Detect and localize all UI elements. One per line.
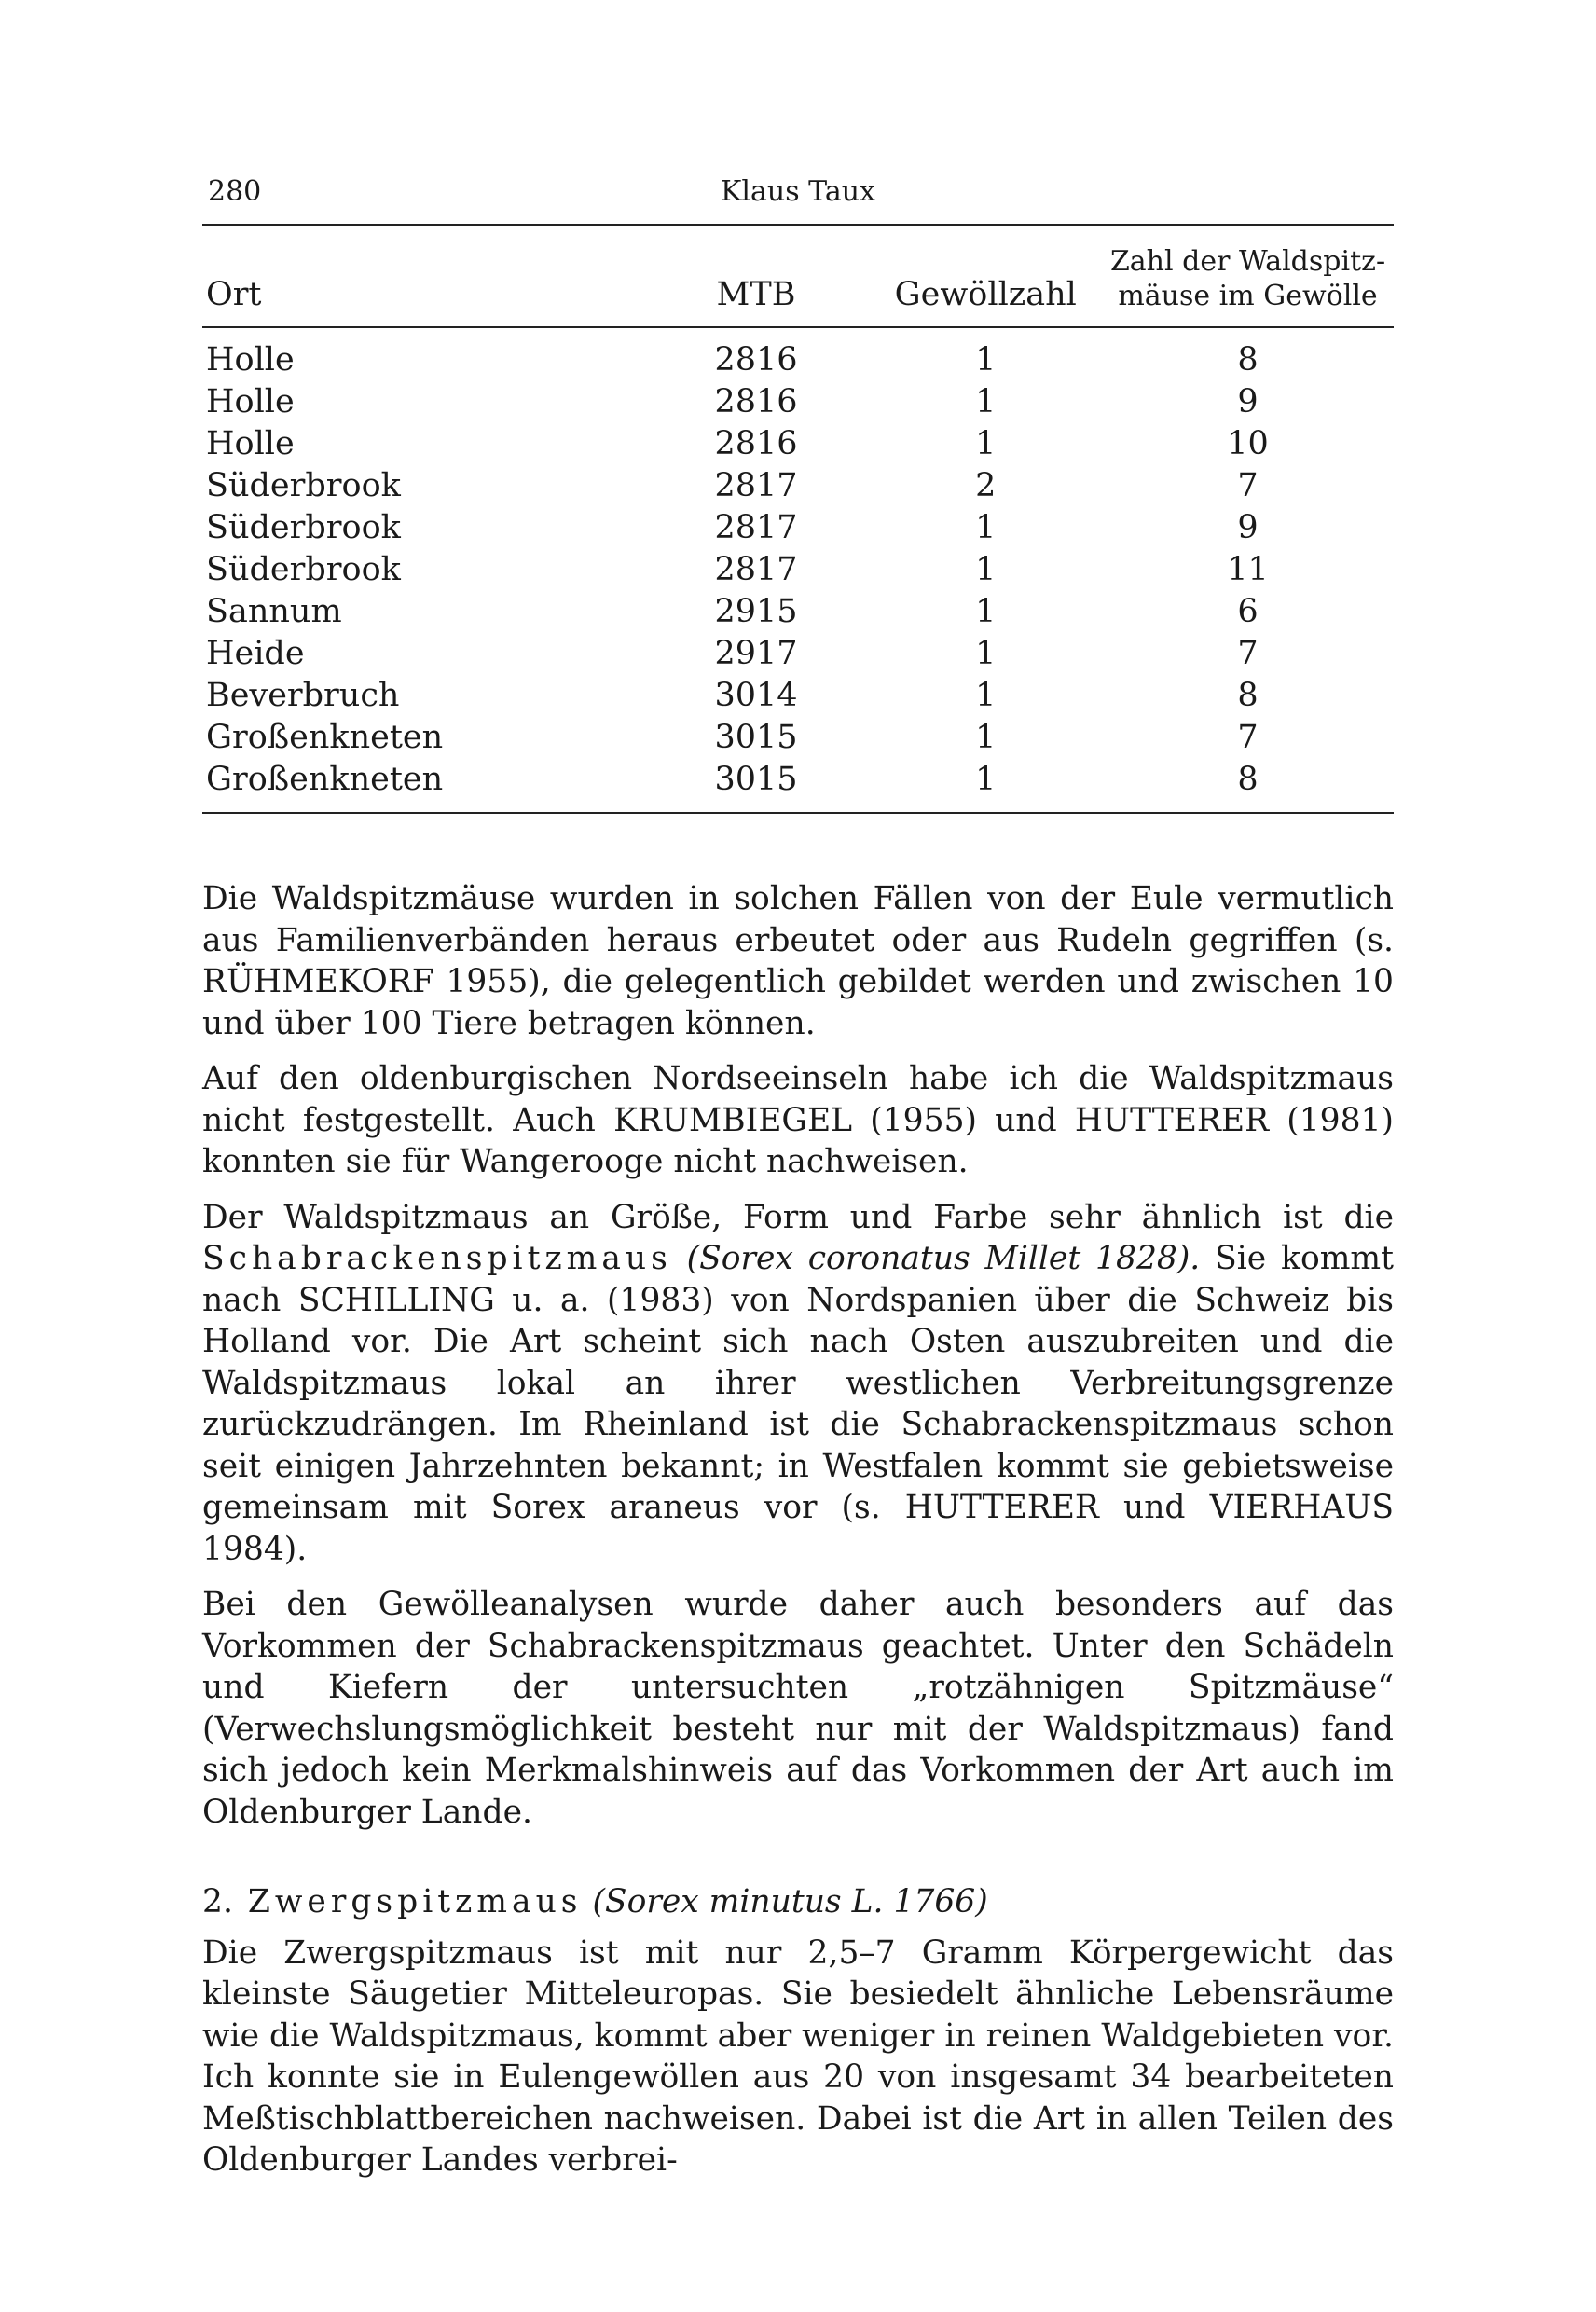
table-row — [202, 759, 1394, 813]
cell-ort: Süderbrook — [206, 509, 401, 546]
cell-gewoellzahl: 1 — [869, 759, 1102, 813]
cell-gewoellzahl: 1 — [975, 425, 997, 462]
table-row — [202, 633, 1394, 675]
section-number: 2. — [202, 1883, 233, 1920]
cell-zahl: 6 — [1237, 593, 1259, 630]
cell-gewoellzahl: 1 — [975, 383, 997, 420]
cell-mtb: 2817 — [714, 467, 798, 504]
cell-gewoellzahl: 1 — [975, 635, 997, 672]
paragraph: Auf den oldenburgischen Nordseeinseln habe ich die Waldspitzmaus nicht festgestellt. Auch KRUMBIEGEL (1955) und HUTTERER (1981) konnten sie für Wangerooge nicht nachweisen. — [202, 1060, 1394, 1180]
running-title-author: Klaus Taux — [721, 175, 875, 208]
paragraph: Die Zwergspitzmaus ist mit nur 2,5–7 Gramm Körpergewicht das kleinste Säugetier Mitteleuropas. Sie besiedelt ähnliche Lebensräume wie die Waldspitzmaus, kommt aber weniger in reinen Waldgebieten vor. Ich konnte sie in Eulengewöllen aus 20 von insgesamt 34 bearbeiteten Meßtischblattbereichen nachweisen. Dabei ist die Art in allen Teilen des Oldenburger Landes verbrei- — [202, 1934, 1394, 2179]
paragraph: Die Waldspitzmäuse wurden in solchen Fällen von der Eule vermutlich aus Familienverbänden heraus erbeutet oder aus Rudeln gegriffen (s. RÜHMEKORF 1955), die gelegentlich gebildet werden und zwischen 10 und über 100 Tiere betragen können. — [202, 880, 1394, 1042]
table-row — [202, 591, 1394, 633]
table-row — [202, 549, 1394, 591]
shrew-pellet-table — [202, 244, 1394, 814]
species-name-spaced: Schabrackenspitzmaus — [202, 1240, 672, 1277]
cell-mtb: 2917 — [714, 635, 798, 672]
page-number: 280 — [208, 175, 262, 208]
cell-zahl: 7 — [1237, 467, 1259, 504]
cell-ort: Süderbrook — [206, 551, 401, 588]
cell-mtb: 2817 — [714, 551, 798, 588]
cell-ort: Holle — [206, 341, 295, 378]
cell-ort: Großenkneten — [202, 759, 643, 813]
table-row — [202, 381, 1394, 423]
cell-gewoellzahl: 1 — [975, 509, 997, 546]
table-row — [202, 675, 1394, 717]
cell-mtb: 2915 — [714, 593, 798, 630]
table-body — [202, 327, 1394, 813]
section-title-latin: (Sorex minutus L. 1766) — [592, 1883, 988, 1920]
cell-mtb: 2817 — [714, 509, 798, 546]
cell-zahl: 7 — [1237, 719, 1259, 756]
section-heading — [202, 1881, 1394, 1923]
cell-ort: Holle — [206, 383, 295, 420]
cell-gewoellzahl: 1 — [975, 719, 997, 756]
species-latin-name: (Sorex coronatus Millet 1828). — [686, 1240, 1201, 1277]
cell-zahl: 11 — [1227, 551, 1269, 588]
cell-ort: Heide — [206, 635, 305, 672]
cell-gewoellzahl: 1 — [975, 551, 997, 588]
table-header-row — [202, 244, 1394, 327]
table-row — [202, 465, 1394, 507]
column-header-gewoellzahl: Gewöllzahl — [869, 244, 1102, 327]
table-row — [202, 423, 1394, 465]
column-header-zahl — [1102, 244, 1394, 327]
column-header-zahl-text: Zahl der Waldspitz- mäuse im Gewölle — [1109, 245, 1386, 312]
cell-ort: Sannum — [206, 593, 342, 630]
running-header — [202, 168, 1394, 226]
table-row — [202, 717, 1394, 759]
table-row — [202, 507, 1394, 549]
column-header-mtb: MTB — [643, 244, 870, 327]
section-title-spaced: Zwergspitzmaus — [247, 1883, 583, 1920]
cell-mtb: 3015 — [643, 759, 870, 813]
cell-gewoellzahl: 2 — [975, 467, 997, 504]
cell-zahl: 9 — [1237, 509, 1259, 546]
cell-ort: Süderbrook — [206, 467, 401, 504]
cell-zahl: 8 — [1237, 677, 1259, 714]
paragraph: Der Waldspitzmaus an Größe, Form und Farbe sehr ähnlich ist die Schabrackenspitzmaus (Sorex coronatus Millet 1828). Sie kommt nach SCHILLING u. a. (1983) von Nordspanien über die Schweiz bis Holland vor. Die Art scheint sich nach Osten auszubreiten und die Waldspitzmaus lokal an ihrer westlichen Verbreitungsgrenze zurückzudrängen. Im Rheinland ist die Schabrackenspitzmaus schon seit einigen Jahrzehnten bekannt; in Westfalen kommt sie gebietsweise gemeinsam mit Sorex araneus vor (s. HUTTERER und VIERHAUS 1984). — [202, 1198, 1395, 1568]
cell-gewoellzahl: 1 — [975, 677, 997, 714]
cell-mtb: 2816 — [714, 341, 798, 378]
cell-mtb: 3014 — [714, 677, 798, 714]
cell-mtb: 2816 — [714, 383, 798, 420]
table-row — [202, 327, 1394, 381]
cell-zahl: 9 — [1237, 383, 1259, 420]
cell-mtb: 2816 — [714, 425, 798, 462]
column-header-ort: Ort — [202, 244, 643, 327]
cell-gewoellzahl: 1 — [975, 341, 997, 378]
paragraph: Bei den Gewölleanalysen wurde daher auch besonders auf das Vorkommen der Schabrackenspitzmaus geachtet. Unter den Schädeln und Kiefern der untersuchten „rotzähnigen Spitzmäuse“ (Verwechslungsmöglichkeit besteht nur mit der Waldspitzmaus) fand sich jedoch kein Merkmalshinweis auf das Vorkommen der Art auch im Oldenburger Lande. — [202, 1586, 1394, 1831]
cell-mtb: 3015 — [714, 719, 798, 756]
cell-ort: Beverbruch — [206, 677, 400, 714]
cell-zahl: 8 — [1102, 759, 1394, 813]
cell-zahl: 7 — [1237, 635, 1259, 672]
cell-gewoellzahl: 1 — [975, 593, 997, 630]
body-text — [202, 878, 1394, 2195]
cell-ort: Holle — [206, 425, 295, 462]
cell-zahl: 10 — [1227, 425, 1269, 462]
cell-ort: Großenkneten — [206, 719, 444, 756]
cell-zahl: 8 — [1237, 341, 1259, 378]
